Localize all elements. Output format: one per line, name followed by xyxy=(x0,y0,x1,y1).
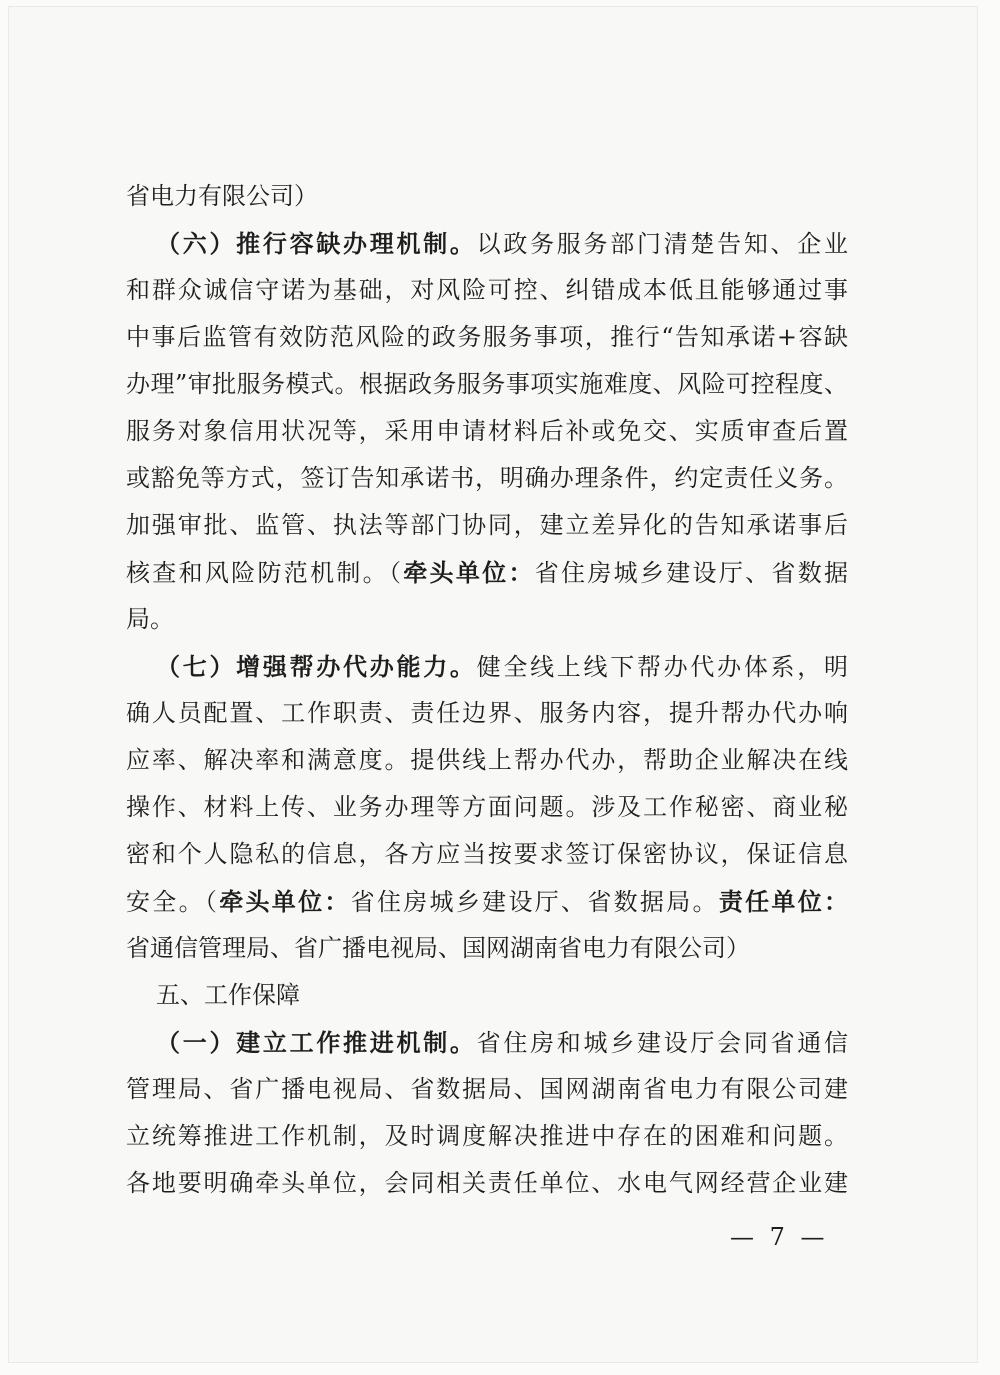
body-text: 操作、材料上传、业务办理等方面问题。涉及工作秘密、商业秘 xyxy=(126,793,848,821)
body-text: 加强审批、监管、执法等部门协同，建立差异化的告知承诺事后 xyxy=(126,511,848,539)
body-text: 核查和风险防范机制。（ xyxy=(126,559,404,587)
body-text: 立统筹推进工作机制，及时调度解决推进中存在的困难和问题。 xyxy=(126,1122,848,1150)
body-text: 管理局、省广播电视局、省数据局、国网湖南省电力有限公司建 xyxy=(126,1075,848,1103)
body-text: 确人员配置、工作职责、责任边界、服务内容，提升帮办代办响 xyxy=(126,699,848,727)
body-text: 以政务服务部门清楚告知、企业 xyxy=(476,230,848,258)
text-line xyxy=(126,361,848,408)
page-number: — 7 — xyxy=(730,1223,829,1251)
text-line xyxy=(126,831,848,878)
bold-heading-text: （一）建立工作推进机制。 xyxy=(156,1028,477,1057)
body-text: 应率、解决率和满意度。提供线上帮办代办，帮助企业解决在线 xyxy=(126,746,848,774)
text-line xyxy=(126,1113,848,1160)
text-line xyxy=(126,1019,848,1066)
text-line xyxy=(126,925,848,972)
body-text: 省住房城乡建设厅、省数据 xyxy=(534,559,849,587)
body-text: 中事后监管有效防范风险的政务服务事项，推行“告知承诺+容缺 xyxy=(126,323,848,351)
body-text: 和群众诚信守诺为基础，对风险可控、纠错成本低且能够通过事 xyxy=(126,276,848,304)
text-line xyxy=(126,455,848,502)
text-line xyxy=(126,173,848,220)
text-line xyxy=(126,690,848,737)
text-line xyxy=(126,549,848,596)
text-line xyxy=(126,596,848,643)
bold-heading-text: 责任单位： xyxy=(718,887,849,916)
text-line xyxy=(126,972,848,1019)
body-text: 省住房城乡建设厅、省数据局。 xyxy=(350,888,719,916)
body-text: 密和个人隐私的信息，各方应当按要求签订保密协议，保证信息 xyxy=(126,840,848,868)
body-text: 安全。（ xyxy=(126,888,220,916)
body-text: 局。 xyxy=(126,605,174,633)
body-text: 省住房和城乡建设厅会同省通信 xyxy=(476,1029,848,1057)
bold-heading-text: 牵头单位： xyxy=(219,887,351,916)
body-text: 服务对象信用状况等，采用申请材料后补或免交、实质审查后置 xyxy=(126,417,848,445)
text-line xyxy=(126,314,848,361)
document-body xyxy=(126,173,848,1207)
body-text: 健全线上线下帮办代办体系，明 xyxy=(476,653,848,681)
text-line xyxy=(126,267,848,314)
bold-heading-text: （六）推行容缺办理机制。 xyxy=(156,229,477,258)
body-text: 五、工作保障 xyxy=(156,981,300,1009)
text-line xyxy=(126,408,848,455)
bold-heading-text: （七）增强帮办代办能力。 xyxy=(156,652,477,681)
text-line xyxy=(126,878,848,925)
text-line xyxy=(126,1160,848,1207)
text-line xyxy=(126,502,848,549)
body-text: 省电力有限公司） xyxy=(126,182,318,210)
body-text: 办理”审批服务模式。根据政务服务事项实施难度、风险可控程度、 xyxy=(126,370,848,398)
body-text: 各地要明确牵头单位，会同相关责任单位、水电气网经营企业建 xyxy=(126,1169,848,1197)
text-line xyxy=(126,220,848,267)
body-text: 省通信管理局、省广播电视局、国网湖南省电力有限公司） xyxy=(126,934,750,962)
body-text: 或豁免等方式，签订告知承诺书，明确办理条件，约定责任义务。 xyxy=(126,464,848,492)
text-line xyxy=(126,1066,848,1113)
text-line xyxy=(126,737,848,784)
text-line xyxy=(126,643,848,690)
text-line xyxy=(126,784,848,831)
bold-heading-text: 牵头单位： xyxy=(403,558,535,587)
